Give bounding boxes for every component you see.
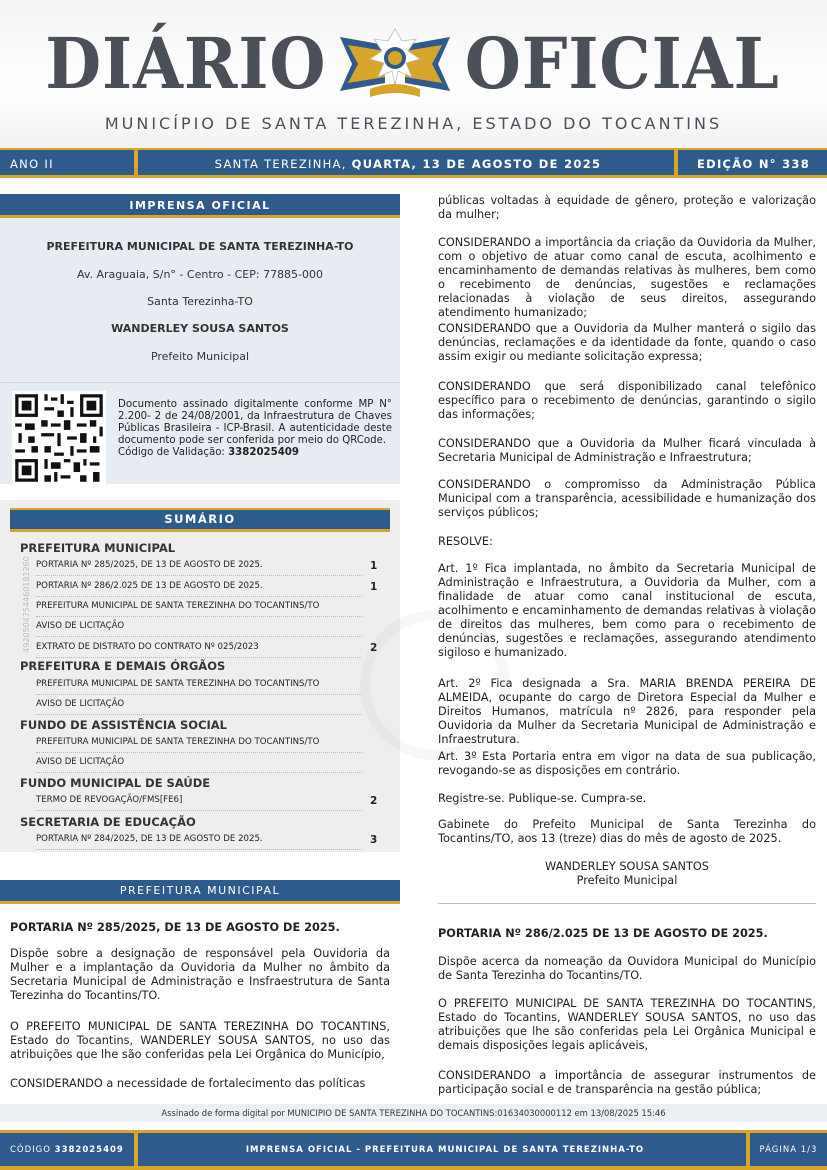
flag-emblem-icon xyxy=(340,27,450,101)
validation-label: Código de Validação: xyxy=(118,447,229,458)
sumario-item[interactable]: AVISO DE LICITAÇÃO xyxy=(36,696,362,715)
portaria-285-art-1: Art. 1º Fica implantada, no âmbito da Secretaria Municipal de Administração e Infraestrutura, a Ouvidoria da Mulher, com a finalidade de atuar como canal institucional de escuta, acolhimento e encaminhamento de demandas relativas à violação de direitos das mulheres, bem como para o recebimento de denúncias, sugestões e reclamações, assegurando atendimento sigiloso e humanizado. xyxy=(438,562,816,659)
sumario-item[interactable]: AVISO DE LICITAÇÃO xyxy=(36,618,362,637)
portaria-285-gabinete: Gabinete do Prefeito Municipal de Santa Terezinha do Tocantins/TO, aos 13 (treze) dias do mês de agosto de 2025. xyxy=(438,818,816,845)
qr-text: Documento assinado digitalmente conforme MP N° 2.200- 2 de 24/08/2001, da Infraestrutura de Chaves Públicas Brasileira - ICP-Brasil. A autenticidade deste documento pode ser conferida por meio do QRCode. xyxy=(118,399,392,446)
portaria-285-title: PORTARIA Nº 285/2025, DE 13 DE AGOSTO DE 2025. xyxy=(10,921,340,934)
portaria-285-intro: O PREFEITO MUNICIPAL DE SANTA TEREZINHA DO TOCANTINS, Estado do Tocantins, WANDERLEY SOUSA SANTOS, no uso das atribuições que lhe são conferidas pela Lei Orgânica do Município, xyxy=(10,1020,390,1061)
address: Av. Araguaia, S/n° - Centro - CEP: 77885-000 xyxy=(76,268,324,281)
portaria-285-considerando-1-cont: públicas voltadas à equidade de gênero, proteção e valorização da mulher; xyxy=(438,194,816,221)
sumario-category: PREFEITURA E DEMAIS ÓRGÃOS xyxy=(20,659,226,673)
edition-date xyxy=(140,157,676,171)
side-code: 49205047544601812​60 xyxy=(21,556,31,653)
bar-separator xyxy=(674,150,678,175)
portaria-285-resolve: RESOLVE: xyxy=(438,535,493,548)
page-number: PÁGINA 1/3 xyxy=(759,1145,818,1155)
sumario-page: 2 xyxy=(370,795,378,807)
qr-code-icon[interactable] xyxy=(12,391,106,485)
portaria-285-signature-role: Prefeito Municipal xyxy=(576,874,678,887)
portaria-285-considerando-1: CONSIDERANDO a necessidade de fortalecimento das políticas xyxy=(10,1077,366,1090)
sumario-category: PREFEITURA MUNICIPAL xyxy=(20,541,176,555)
date-city: SANTA TEREZINHA, xyxy=(214,157,352,171)
portaria-285-considerando-4: CONSIDERANDO que será disponibilizado canal telefônico específico para o recebimento de denúncias, garantindo o sigilo das informações; xyxy=(438,380,816,421)
sumario-item[interactable]: PORTARIA Nº 284/2025, DE 13 DE AGOSTO DE 2025. xyxy=(36,831,362,850)
title-diario: DIÁRIO xyxy=(45,22,327,105)
sumario-page: 2 xyxy=(370,642,378,654)
sumario-box xyxy=(0,500,400,852)
portaria-285-art-3: Art. 3º Esta Portaria entra em vigor na data de sua publicação, revogando-se as disposições em contrário. xyxy=(438,750,816,777)
portaria-285-considerando-5: CONSIDERANDO que a Ouvidoria da Mulher ficará vinculada à Secretaria Municipal de Administração e Infraestrutura; xyxy=(438,437,816,464)
portaria-285-ementa: Dispõe sobre a designação de responsável pela Ouvidoria da Mulher e a implantação da Ouvidoria da Mulher no âmbito da Secretaria Municipal de Administração e Insfraestrutura de Santa Terezinha do Tocantins/TO. xyxy=(10,947,390,1002)
date-bold: QUARTA, 13 DE AGOSTO DE 2025 xyxy=(351,157,602,171)
sumario-category: FUNDO MUNICIPAL DE SAÚDE xyxy=(20,776,211,790)
sumario-item[interactable]: PORTARIA Nº 285/2025, DE 13 DE AGOSTO DE 2025. xyxy=(36,557,362,576)
sumario-item[interactable]: PORTARIA Nº 286/2.025 DE 13 DE AGOSTO DE 2025. xyxy=(36,578,362,597)
portaria-286-considerando-1: CONSIDERANDO a importância de assegurar instrumentos de participação social e de transparência na gestão pública; xyxy=(438,1069,816,1096)
sumario-page: 3 xyxy=(370,834,378,846)
footer-code xyxy=(10,1145,124,1155)
footer-separator xyxy=(134,1133,138,1166)
qr-description xyxy=(118,399,392,459)
sumario-item[interactable]: PREFEITURA MUNICIPAL DE SANTA TEREZINHA DO TOCANTINS/TO xyxy=(36,734,362,753)
footer-code-label: CÓDIGO xyxy=(10,1145,55,1155)
edition-number: EDIÇÃO N° 338 xyxy=(696,157,811,171)
city: Santa Terezinha-TO xyxy=(147,295,253,308)
section-bar: PREFEITURA MUNICIPAL xyxy=(0,880,400,904)
imprensa-heading: IMPRENSA OFICIAL xyxy=(0,194,400,218)
section-divider xyxy=(438,903,816,904)
portaria-286-intro: O PREFEITO MUNICIPAL DE SANTA TEREZINHA DO TOCANTINS, Estado do Tocantins, WANDERLEY SOUSA SANTOS, no uso das atribuições que lhe são conferidas pela Lei Orgânica Municipal e demais disposições legais aplicáveis, xyxy=(438,997,816,1052)
sumario-item[interactable]: PREFEITURA MUNICIPAL DE SANTA TEREZINHA DO TOCANTINS/TO xyxy=(36,676,362,695)
sumario-category: SECRETARIA DE EDUCAÇÃO xyxy=(20,815,196,829)
footer-bar xyxy=(0,1130,827,1170)
footer-title: IMPRENSA OFICIAL - PREFEITURA MUNICIPAL DE SANTA TEREZINHA-TO xyxy=(245,1145,645,1155)
sumario-item[interactable]: AVISO DE LICITAÇÃO xyxy=(36,754,362,773)
masthead-title xyxy=(0,22,827,105)
digital-signature-line: Assinado de forma digital por MUNICIPIO DE SANTA TEREZINHA DO TOCANTINS:01634030000112 em 13/08/2025 15:46 xyxy=(0,1104,827,1122)
year-label: ANO II xyxy=(10,157,54,171)
masthead xyxy=(0,0,827,148)
qr-area xyxy=(0,382,400,484)
edition-bar xyxy=(0,148,827,178)
footer-code-value: 3382025409 xyxy=(54,1145,124,1155)
mayor-role: Prefeito Municipal xyxy=(150,350,250,363)
sumario-category: FUNDO DE ASSISTÊNCIA SOCIAL xyxy=(20,718,228,732)
prefeitura-name: PREFEITURA MUNICIPAL DE SANTA TEREZINHA-TO xyxy=(46,240,354,253)
portaria-286-title: PORTARIA Nº 286/2.025 DE 13 DE AGOSTO DE 2025. xyxy=(438,927,768,940)
imprensa-oficial-box xyxy=(0,194,400,484)
mayor-name: WANDERLEY SOUSA SANTOS xyxy=(111,322,289,335)
portaria-285-registre: Registre-se. Publique-se. Cumpra-se. xyxy=(438,792,647,805)
validation-code: 3382025409 xyxy=(228,447,299,458)
sumario-item[interactable]: PREFEITURA MUNICIPAL DE SANTA TEREZINHA DO TOCANTINS/TO xyxy=(36,598,362,617)
title-oficial: OFICIAL xyxy=(464,22,780,105)
portaria-285-considerando-3: CONSIDERANDO que a Ouvidoria da Mulher manterá o sigilo das denúncias, reclamações e da identidade da fonte, quando o caso assim exigir ou mediante solicitação expressa; xyxy=(438,322,816,363)
portaria-285-signature-name: WANDERLEY SOUSA SANTOS xyxy=(545,860,709,873)
sumario-page: 1 xyxy=(370,560,378,572)
bar-separator xyxy=(134,150,138,175)
sumario-heading: SUMÁRIO xyxy=(10,508,390,532)
sumario-item[interactable]: TERMO DE REVOGAÇÃO/FMS[FE6] xyxy=(36,792,362,811)
portaria-286-ementa: Dispõe acerca da nomeação da Ouvidora Municipal do Município de Santa Terezinha do Tocantins/TO. xyxy=(438,955,816,982)
portaria-285-considerando-2: CONSIDERANDO a importância da criação da Ouvidoria da Mulher, com o objetivo de atuar como canal de escuta, acolhimento e encaminhamento de demandas relativas às mulheres, bem como o recebimento de denúncias, sugestões e reclamações relacionadas à violação de seus direitos, assegurando atendimento humanizado; xyxy=(438,236,816,319)
masthead-subtitle: MUNICÍPIO DE SANTA TEREZINHA, ESTADO DO TOCANTINS xyxy=(104,114,723,133)
sumario-item[interactable]: EXTRATO DE DISTRATO DO CONTRATO Nº 025/2023 xyxy=(36,639,362,658)
portaria-285-considerando-6: CONSIDERANDO o compromisso da Administração Pública Municipal com a transparência, acessibilidade e humanização dos serviços públicos; xyxy=(438,478,816,519)
sumario-page: 1 xyxy=(370,581,378,593)
portaria-285-art-2: Art. 2º Fica designada a Sra. MARIA BRENDA PEREIRA DE ALMEIDA, ocupante do cargo de Diretora Especial da Mulher e Direitos Humanos, matrícula nº 2826, para responder pela Ouvidoria da Mulher da Secretaria Municipal de Administração e Infraestrutura. xyxy=(438,677,816,746)
